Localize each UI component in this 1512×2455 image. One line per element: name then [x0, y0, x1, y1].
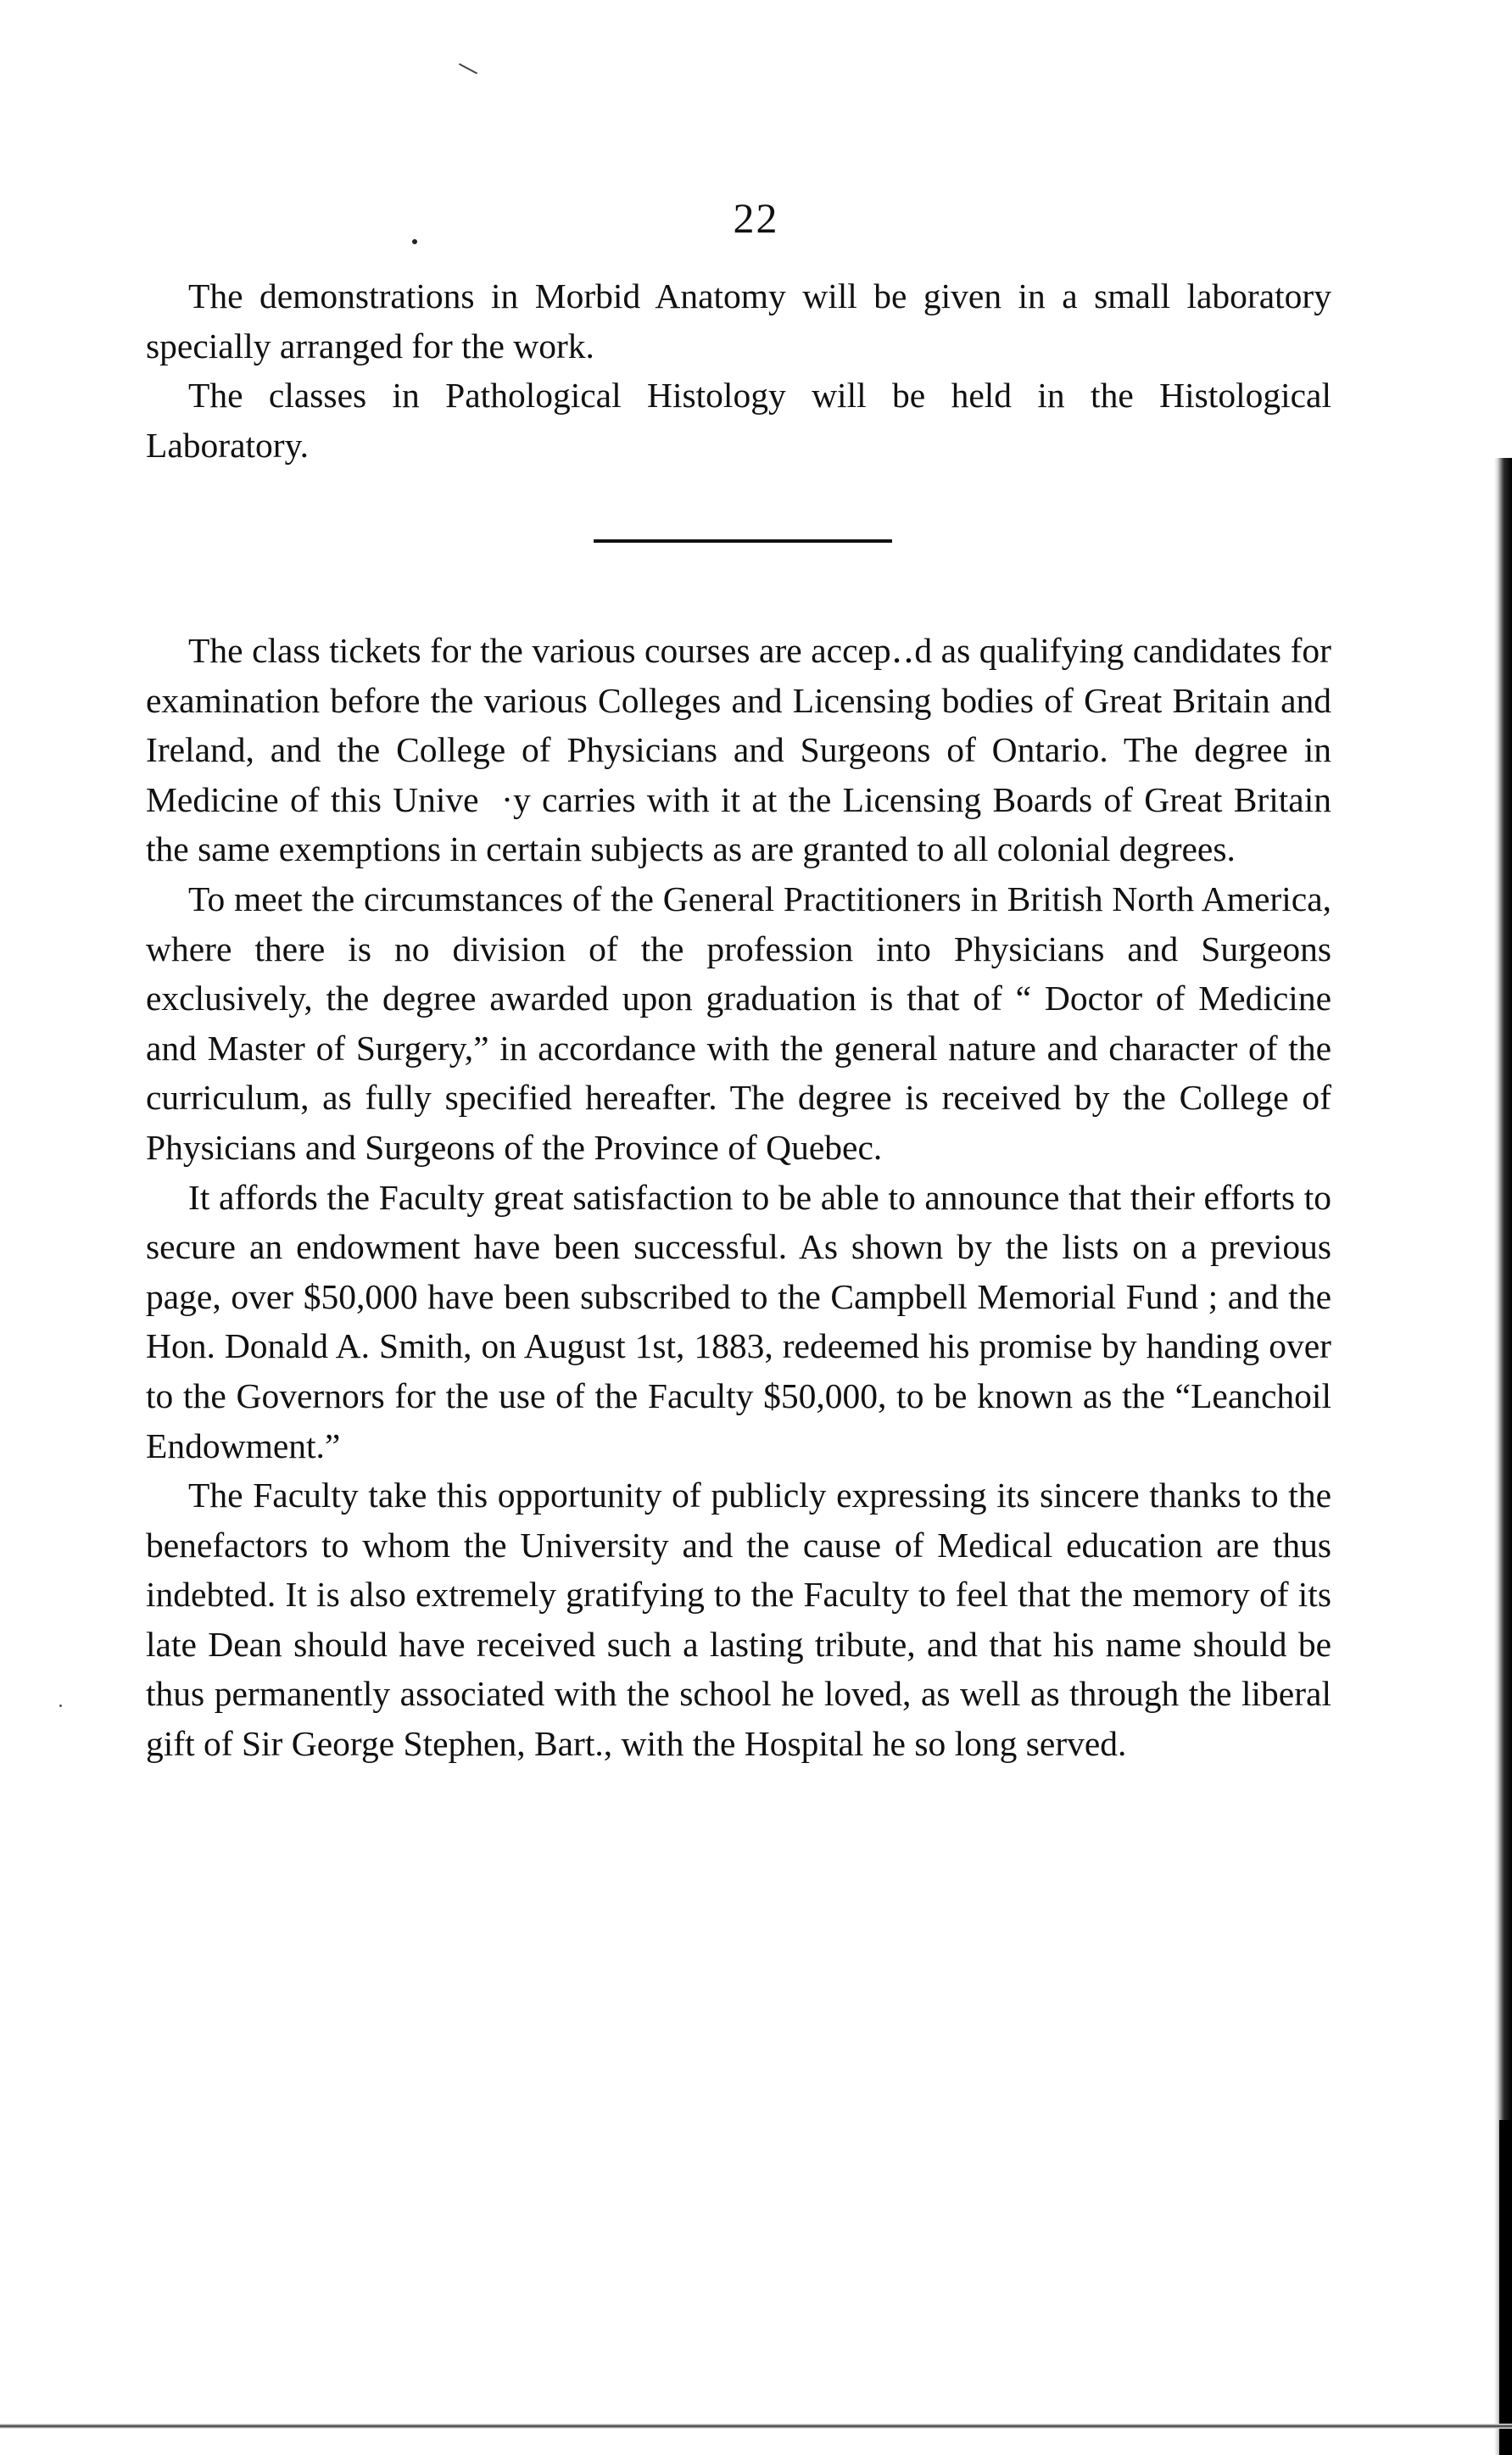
- paragraph-degree: To meet the circumstances of the General Practitioners in British North America, where there is no division of the profession into Physicians and Surgeons exclusively, the degree awarded upon graduation is that of “ Doctor of Medicine and Master of Surgery,” in accordance with the general nature and character of the curriculum, as fully specified hereafter. The degree is received by the College of Physicians and Surgeons of the Province of Quebec.: [146, 879, 1331, 1167]
- stray-dot: [412, 239, 417, 244]
- main-section: [146, 626, 1331, 1769]
- margin-speck: [59, 1705, 62, 1707]
- intro-section: [146, 271, 1331, 470]
- book-spine-edge: [1499, 2120, 1512, 2455]
- stray-mark: [459, 63, 477, 74]
- paragraph-thanks: The Faculty take this opportunity of publicly expressing its sincere thanks to the benefactors to whom the University and the cause of Medical education are thus indebted. It is also extremely gratifying to the Faculty to feel that the memory of its late Dean should have received such a lasting tribute, and that his name should be thus permanently associated with the school he loved, as well as through the liberal gift of Sir George Stephen, Bart., with the Hospital he so long served.: [146, 1476, 1331, 1764]
- page-number: [0, 193, 1512, 243]
- paragraph-endowment: It affords the Faculty great satisfaction to be able to announce that their efforts to secure an endowment have been successful. As shown by the lists on a previous page, over $50,000 have been subscribed to the Campbell Memorial Fund ; and the Hon. Donald A. Smith, on August 1st, 1883, redeemed his promise by handing over to the Governors for the use of the Faculty $50,000, to be known as the “Leanchoil Endowment.”: [146, 1177, 1331, 1465]
- paragraph-class-tickets: The class tickets for the various courses are accep․․d as qualifying candidates for examination before the various Colleges and Licensing bodies of Great Britain and Ireland, and the College of Physicians and Surgeons of Ontario. The degree in Medicine of this Unive ·y carries with it at the Licensing Boards of Great Britain the same exemptions in certain subjects as are granted to all colonial degrees.: [146, 631, 1331, 869]
- paragraph-morbid-anatomy: The demonstrations in Morbid Anatomy will be given in a small laboratory specially arranged for the work.: [146, 276, 1331, 365]
- page-number-text: 22: [733, 194, 779, 242]
- page-bottom-edge: [0, 2424, 1512, 2429]
- section-divider: [594, 539, 892, 543]
- paragraph-pathological-histology: The classes in Pathological Histology will be held in the Histological Laboratory.: [146, 376, 1331, 465]
